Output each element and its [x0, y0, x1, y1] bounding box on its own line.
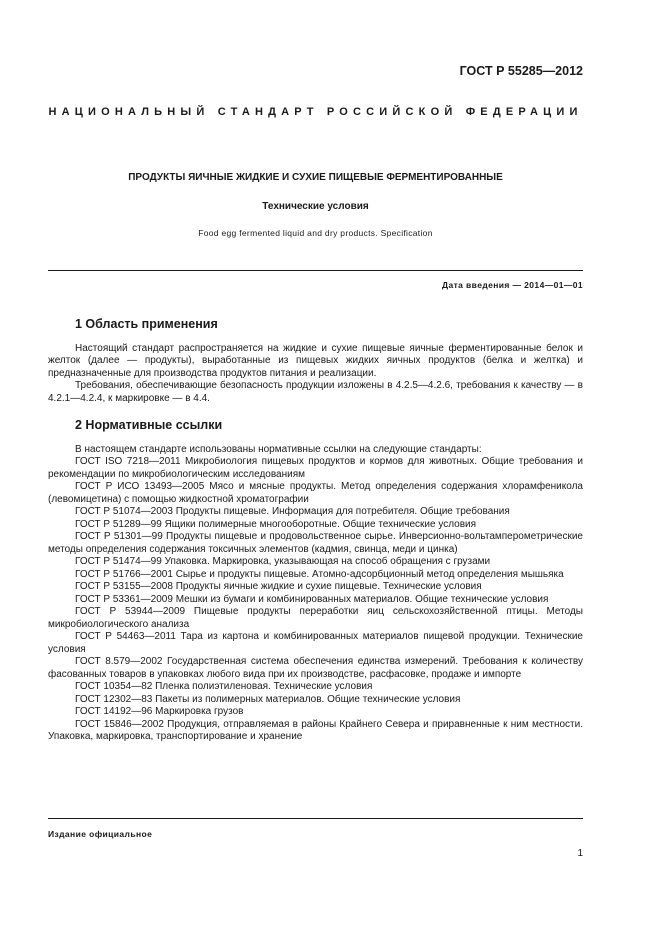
reference-item: ГОСТ Р 54463—2011 Тара из картона и комбинированных материалов пищевой продукции. Технические условия: [48, 631, 583, 655]
reference-item: ГОСТ Р 51474—99 Упаковка. Маркировка, указывающая на способ обращения с грузами: [75, 556, 491, 567]
document-subtitle: Технические условия: [262, 201, 369, 212]
section-2-intro: В настоящем стандарте использованы нормативные ссылки на следующие стандарты:: [75, 443, 482, 455]
reference-item: ГОСТ 8.579—2002 Государственная система обеспечения единства измерений. Требования к количеству фасованных товаров в упаковках любого вида при их производстве, расфасовке, продаже и импорте: [48, 656, 583, 680]
page-number: 1: [577, 848, 583, 859]
english-title: Food egg fermented liquid and dry products. Specification: [198, 228, 433, 238]
reference-item: ГОСТ 15846—2002 Продукция, отправляемая в районы Крайнего Севера и приравненные к ним местности. Упаковка, маркировка, транспортирование и хранение: [48, 718, 583, 742]
reference-item: ГОСТ 12302—83 Пакеты из полимерных материалов. Общие технические условия: [75, 693, 461, 705]
document-body: [48, 318, 583, 744]
header-divider: [48, 270, 583, 271]
document-number: ГОСТ Р 55285—2012: [459, 64, 583, 78]
reference-item: ГОСТ ISO 7218—2011 Микробиология пищевых продуктов и кормов для животных. Общие требования и рекомендации по микробиологическим исследованиям: [48, 456, 583, 480]
official-edition-label: Издание официальное: [48, 829, 153, 839]
section-1-heading: 1 Область применения: [75, 317, 218, 331]
reference-item: ГОСТ Р 53155—2008 Продукты яичные жидкие и сухие пищевые. Технические условия: [75, 581, 482, 592]
reference-item: ГОСТ Р 51289—99 Ящики полимерные многооборотные. Общие технические условия: [75, 518, 477, 530]
introduction-date: Дата введения — 2014—01—01: [442, 280, 583, 290]
reference-item: ГОСТ Р 51074—2003 Продукты пищевые. Информация для потребителя. Общие требования: [75, 506, 510, 517]
reference-item: ГОСТ Р 51301—99 Продукты пищевые и продовольственное сырье. Инверсионно-вольтамперометрические методы определения содержания токсичных элементов (кадмия, свинца, меди и цинка): [48, 531, 583, 555]
reference-item: ГОСТ Р ИСО 13493—2005 Мясо и мясные продукты. Метод определения содержания хлорамфеникола (левомицетина) с помощью жидкостной хроматографии: [48, 481, 583, 505]
national-standard-banner: НАЦИОНАЛЬНЫЙ СТАНДАРТ РОССИЙСКОЙ ФЕДЕРАЦИИ: [48, 106, 583, 118]
reference-item: ГОСТ Р 53944—2009 Пищевые продукты переработки яиц сельскохозяйственной птицы. Методы микробиологического анализа: [48, 606, 583, 630]
reference-item: ГОСТ 10354—82 Пленка полиэтиленовая. Технические условия: [75, 681, 373, 692]
reference-item: ГОСТ Р 53361—2009 Мешки из бумаги и комбинированных материалов. Общие технические условия: [75, 593, 549, 605]
document-title: ПРОДУКТЫ ЯИЧНЫЕ ЖИДКИЕ И СУХИЕ ПИЩЕВЫЕ ФЕРМЕНТИРОВАННЫЕ: [128, 172, 503, 183]
section-1-paragraph: Настоящий стандарт распространяется на жидкие и сухие пищевые яичные ферментированные белок и желток (далее — продукты), выработанные из пищевых жидких яичных продуктов (белка и желтка) и предназначенные для производства продуктов питания и реализации.: [48, 342, 583, 379]
section-2-heading: 2 Нормативные ссылки: [75, 418, 223, 432]
references-list: [48, 456, 583, 744]
footer-divider: [48, 818, 583, 819]
section-1-paragraph: Требования, обеспечивающие безопасность продукции изложены в 4.2.5—4.2.6, требования к качеству — в 4.2.1—4.2.4, к маркировке — в 4.4.: [48, 380, 583, 404]
reference-item: ГОСТ 14192—96 Маркировка грузов: [75, 706, 244, 717]
reference-item: ГОСТ Р 51766—2001 Сырье и продукты пищевые. Атомно-адсорбционный метод определения мышьяка: [75, 568, 564, 580]
